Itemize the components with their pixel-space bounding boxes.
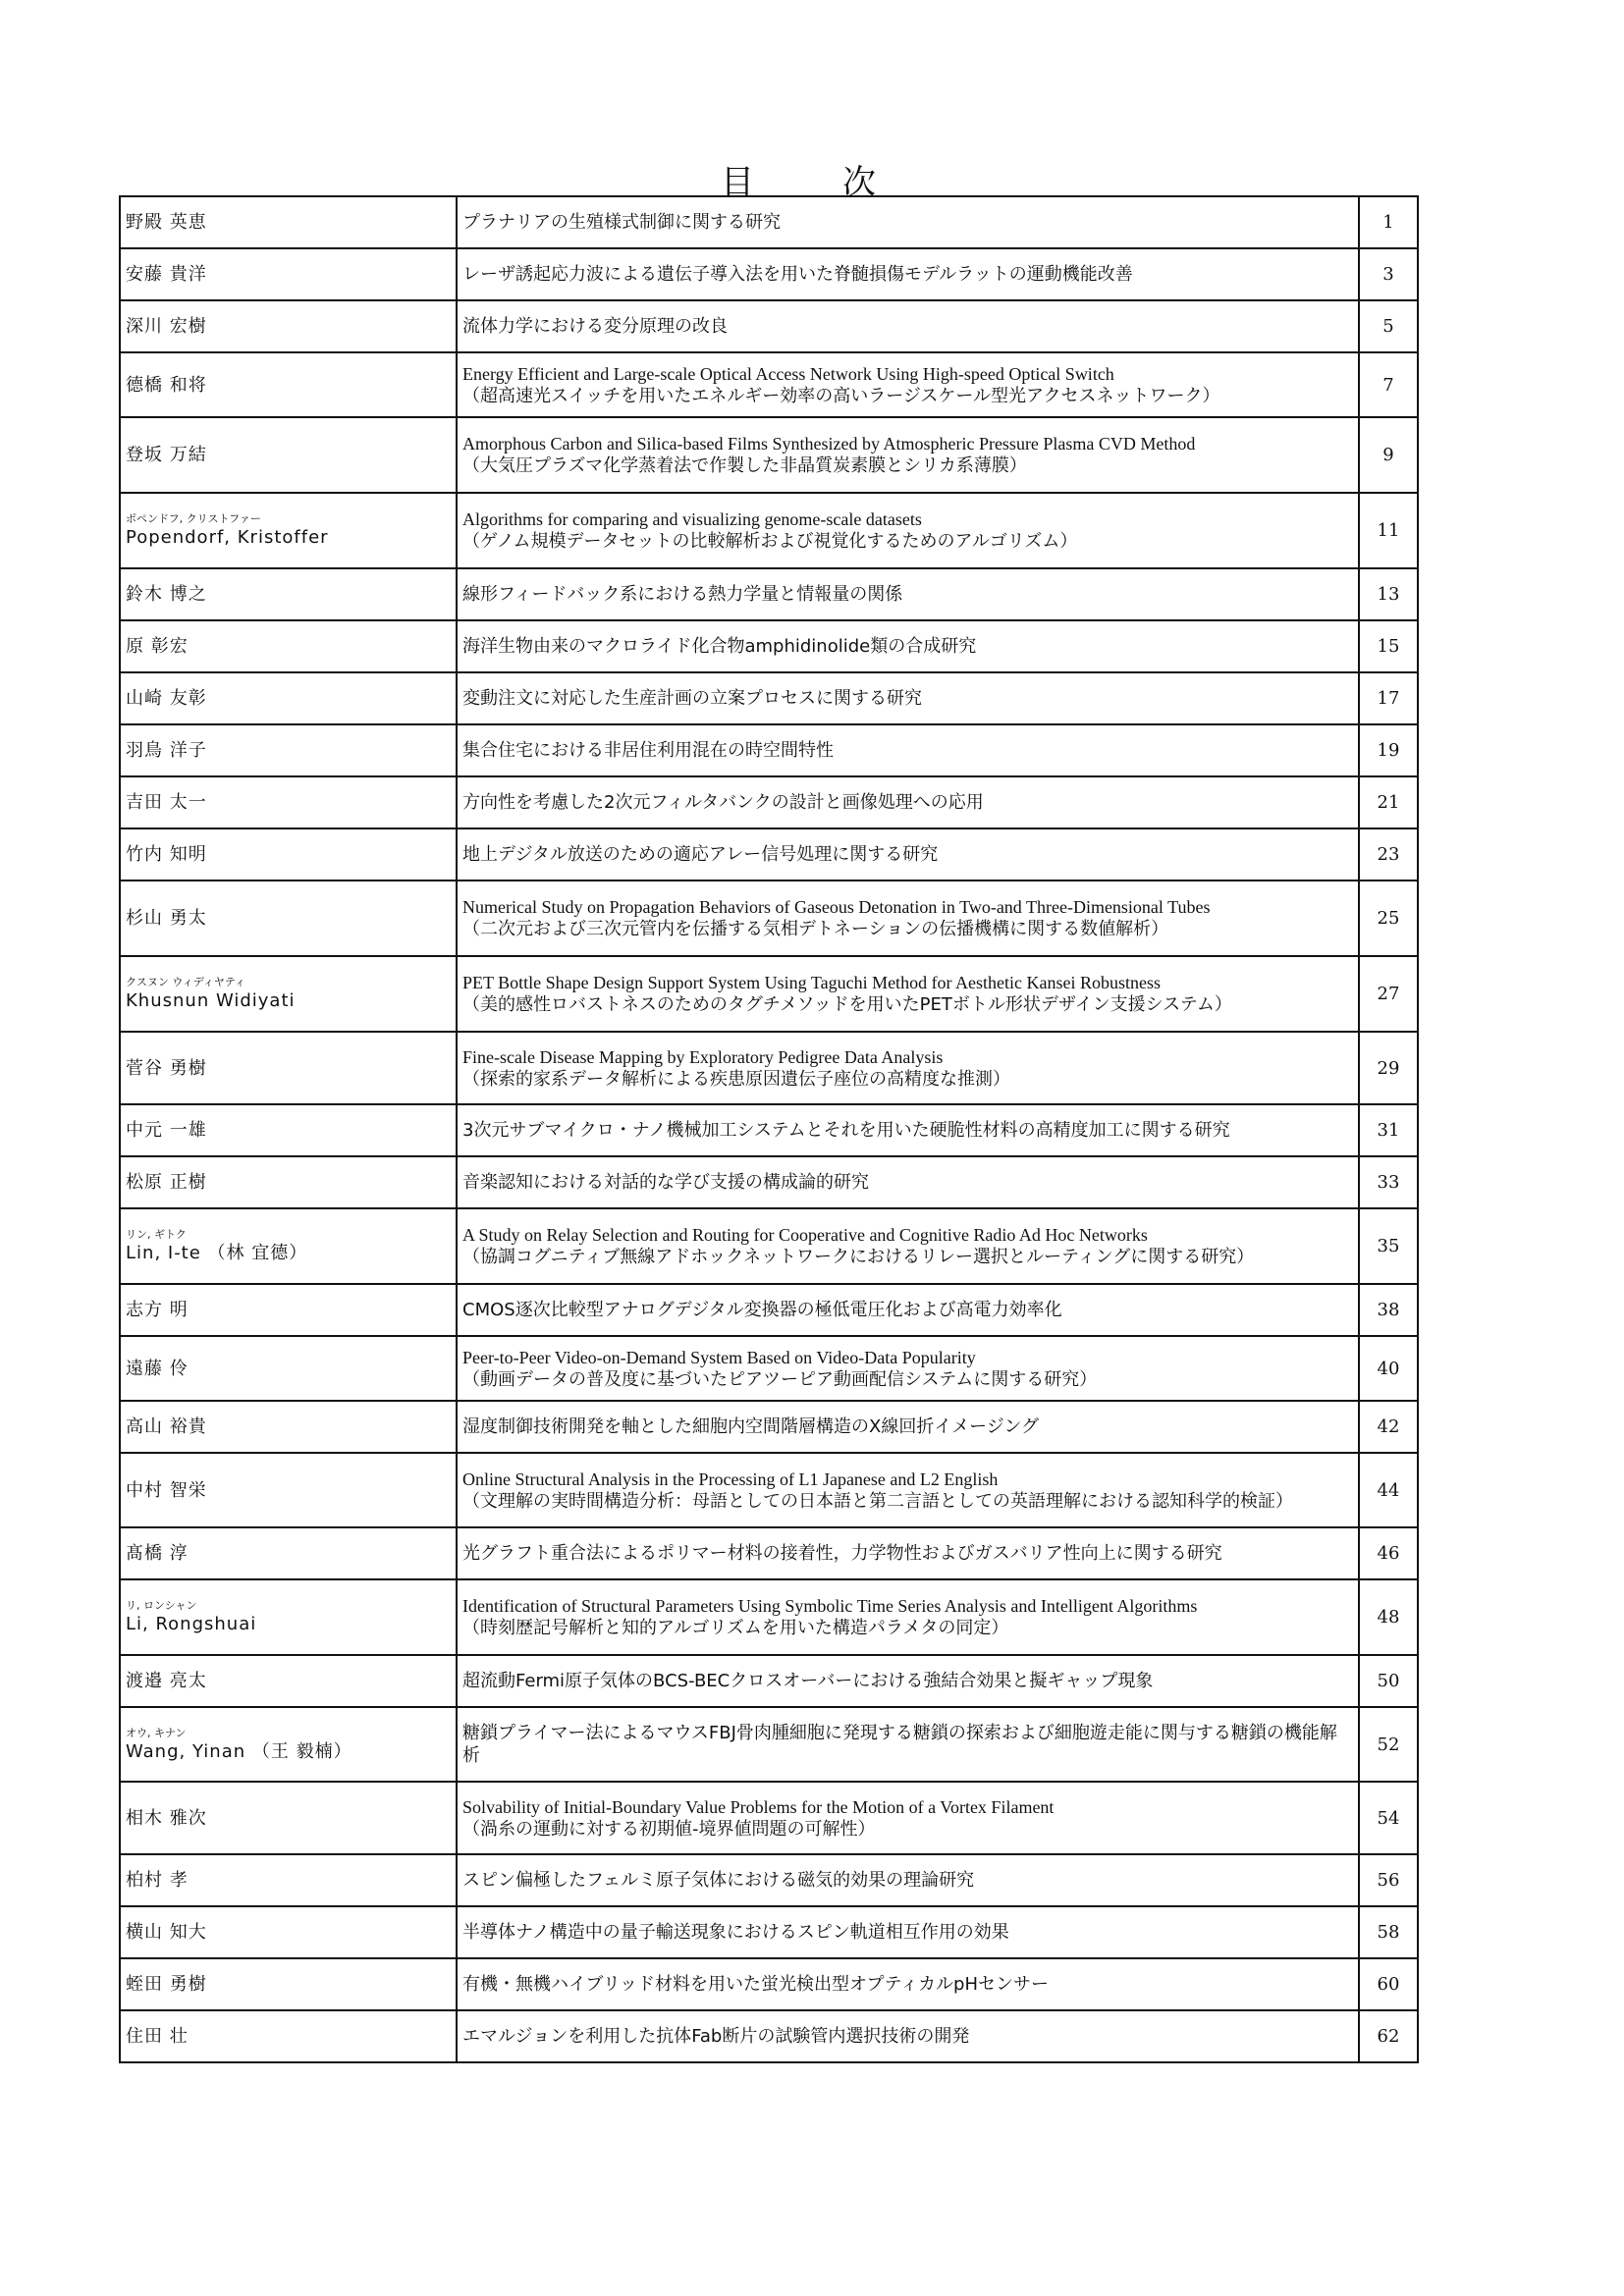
author-name-cell: [120, 1032, 457, 1104]
author-name: 蛭田 勇樹: [126, 1974, 207, 1995]
author-name: 鈴木 博之: [126, 584, 207, 605]
thesis-title-japanese: スピン偏極したフェルミ原子気体における磁気的効果の理論研究: [462, 1870, 975, 1891]
page-number: 7: [1359, 352, 1418, 417]
thesis-title-japanese: CMOS逐次比較型アナログデジタル変換器の極低電圧化および高電力効率化: [462, 1300, 1062, 1320]
toc-row: [120, 196, 1418, 248]
toc-row: [120, 1527, 1418, 1579]
page-number: 23: [1359, 828, 1418, 881]
thesis-title-cell: [457, 1854, 1359, 1906]
thesis-title-english: PET Bottle Shape Design Support System Using Taguchi Method for Aesthetic Kansei Robustness: [462, 973, 1162, 992]
author-name-cell: [120, 1208, 457, 1284]
author-name: Khusnun Widiyati: [126, 990, 296, 1011]
author-name-ruby: リ, ロンシャン: [126, 1599, 197, 1612]
page-number: 60: [1359, 1958, 1418, 2010]
author-name-cell: [120, 196, 457, 248]
toc-row: [120, 724, 1418, 776]
author-name-cell: [120, 2010, 457, 2062]
page-number: 3: [1359, 248, 1418, 300]
thesis-title-japanese: レーザ誘起応力波による遺伝子導入法を用いた脊髄損傷モデルラットの運動機能改善: [462, 264, 1133, 285]
toc-row: [120, 248, 1418, 300]
author-name: Popendorf, Kristoffer: [126, 527, 329, 548]
author-name: Lin, I-te （林 宜德）: [126, 1243, 308, 1263]
page-number: 42: [1359, 1401, 1418, 1453]
author-name: 野殿 英恵: [126, 212, 207, 233]
thesis-title-cell: [457, 1707, 1359, 1782]
thesis-title-japanese: （時刻歴記号解析と知的アルゴリズムを用いた構造パラメタの同定）: [462, 1618, 1009, 1638]
toc-row: [120, 1453, 1418, 1527]
thesis-title-japanese: （超高速光スイッチを用いたエネルギー効率の高いラージスケール型光アクセスネットワーク）: [462, 385, 1220, 406]
thesis-title-cell: [457, 493, 1359, 568]
author-name: 安藤 貴洋: [126, 264, 207, 285]
toc-row: [120, 1579, 1418, 1655]
author-name: 中村 智栄: [126, 1479, 207, 1501]
toc-row: [120, 300, 1418, 352]
page-number: 38: [1359, 1284, 1418, 1336]
toc-row: [120, 620, 1418, 672]
thesis-title-japanese: 音楽認知における対話的な学び支援の構成論的研究: [462, 1172, 869, 1193]
page-number: 52: [1359, 1707, 1418, 1782]
toc-table: [119, 195, 1419, 2063]
toc-row: [120, 417, 1418, 493]
toc-row: [120, 956, 1418, 1032]
thesis-title-cell: [457, 1208, 1359, 1284]
toc-row: [120, 1782, 1418, 1854]
author-name: 登坂 万結: [126, 445, 207, 465]
page-number: 33: [1359, 1156, 1418, 1208]
page-number: 44: [1359, 1453, 1418, 1527]
toc-row: [120, 1854, 1418, 1906]
author-name-cell: [120, 1336, 457, 1401]
author-name: 柏村 孝: [126, 1870, 189, 1891]
author-name: Li, Rongshuai: [126, 1614, 257, 1634]
thesis-title-cell: [457, 1782, 1359, 1854]
thesis-title-cell: [457, 1579, 1359, 1655]
author-name: 中元 一雄: [126, 1120, 207, 1141]
thesis-title-cell: [457, 724, 1359, 776]
author-name: 住田 壮: [126, 2026, 189, 2047]
toc-row: [120, 1707, 1418, 1782]
thesis-title-japanese: 3次元サブマイクロ・ナノ機械加工システムとそれを用いた硬脆性材料の高精度加工に関する研究: [462, 1120, 1230, 1141]
author-name: 深川 宏樹: [126, 316, 207, 337]
thesis-title-japanese: 超流動Fermi原子気体のBCS-BECクロスオーバーにおける強結合効果と擬ギャップ現象: [462, 1671, 1154, 1691]
author-name-cell: [120, 776, 457, 828]
toc-row: [120, 1208, 1418, 1284]
toc-row: [120, 1958, 1418, 2010]
author-name-cell: [120, 1579, 457, 1655]
toc-row: [120, 1655, 1418, 1707]
thesis-title-japanese: 糖鎖プライマー法によるマウスFBJ骨肉腫細胞に発現する糖鎖の探索および細胞遊走能に関与する糖鎖の機能解析: [462, 1723, 1337, 1766]
thesis-title-japanese: （探索的家系データ解析による疾患原因遺伝子座位の高精度な推測）: [462, 1068, 1010, 1090]
author-name-cell: [120, 724, 457, 776]
thesis-title-japanese: 海洋生物由来のマクロライド化合物amphidinolide類の合成研究: [462, 636, 977, 657]
page-number: 29: [1359, 1032, 1418, 1104]
page-number: 56: [1359, 1854, 1418, 1906]
author-name-cell: [120, 248, 457, 300]
author-name-cell: [120, 1453, 457, 1527]
thesis-title-english: Peer-to-Peer Video-on-Demand System Based on Video-Data Popularity: [462, 1347, 976, 1367]
toc-row: [120, 672, 1418, 724]
thesis-title-cell: [457, 2010, 1359, 2062]
page-number: 46: [1359, 1527, 1418, 1579]
author-name: 渡邉 亮太: [126, 1671, 207, 1691]
author-name: 遠藤 伶: [126, 1358, 189, 1379]
thesis-title-english: Online Structural Analysis in the Processing of L1 Japanese and L2 English: [462, 1468, 999, 1489]
author-name-cell: [120, 417, 457, 493]
thesis-title-japanese: エマルジョンを利用した抗体Fab断片の試験管内選択技術の開発: [462, 2026, 970, 2047]
thesis-title-english: Energy Efficient and Large-scale Optical Access Network Using High-speed Optical Switch: [462, 363, 1114, 384]
author-name: 原 彰宏: [126, 636, 189, 657]
thesis-title-cell: [457, 620, 1359, 672]
author-name-cell: [120, 1104, 457, 1156]
author-name-cell: [120, 493, 457, 568]
thesis-title-english: Amorphous Carbon and Silica-based Films Synthesized by Atmospheric Pressure Plasma CVD Method: [462, 434, 1196, 454]
author-name: 吉田 太一: [126, 792, 207, 813]
author-name-cell: [120, 956, 457, 1032]
author-name-cell: [120, 1707, 457, 1782]
thesis-title-english: Identification of Structural Parameters Using Symbolic Time Series Analysis and Intelligent Algorithms: [462, 1596, 1198, 1616]
author-name-cell: [120, 1958, 457, 2010]
thesis-title-english: Algorithms for comparing and visualizing genome-scale datasets: [462, 509, 922, 529]
author-name: 山崎 友彰: [126, 688, 207, 709]
page-number: 17: [1359, 672, 1418, 724]
author-name-cell: [120, 1401, 457, 1453]
thesis-title-cell: [457, 196, 1359, 248]
thesis-title-cell: [457, 1527, 1359, 1579]
author-name-ruby: リン, ギトク: [126, 1228, 187, 1241]
toc-row: [120, 1401, 1418, 1453]
author-name: 横山 知大: [126, 1922, 207, 1943]
author-name: Wang, Yinan （王 毅楠）: [126, 1740, 352, 1762]
thesis-title-cell: [457, 956, 1359, 1032]
thesis-title-japanese: 線形フィードバック系における熱力学量と情報量の関係: [462, 584, 903, 605]
thesis-title-japanese: （美的感性ロバストネスのためのタグチメソッドを用いたPETボトル形状デザイン支援システム）: [462, 994, 1232, 1015]
author-name-cell: [120, 828, 457, 881]
thesis-title-cell: [457, 300, 1359, 352]
thesis-title-cell: [457, 776, 1359, 828]
author-name: 松原 正樹: [126, 1172, 207, 1193]
toc-row: [120, 1284, 1418, 1336]
thesis-title-cell: [457, 1156, 1359, 1208]
page-number: 1: [1359, 196, 1418, 248]
toc-row: [120, 1104, 1418, 1156]
toc-row: [120, 1032, 1418, 1104]
thesis-title-japanese: 有機・無機ハイブリッド材料を用いた蛍光検出型オプティカルpHセンサー: [462, 1974, 1049, 1995]
author-name: 相木 雅次: [126, 1807, 207, 1829]
thesis-title-cell: [457, 1906, 1359, 1958]
author-name: 菅谷 勇樹: [126, 1057, 207, 1079]
toc-row: [120, 2010, 1418, 2062]
thesis-title-japanese: 半導体ナノ構造中の量子輸送現象におけるスピン軌道相互作用の効果: [462, 1922, 1009, 1943]
thesis-title-english: A Study on Relay Selection and Routing for Cooperative and Cognitive Radio Ad Hoc Networks: [462, 1225, 1148, 1245]
author-name: 髙橋 淳: [126, 1543, 189, 1564]
page-number: 25: [1359, 881, 1418, 956]
thesis-title-cell: [457, 1032, 1359, 1104]
thesis-title-english: Numerical Study on Propagation Behaviors of Gaseous Detonation in Two-and Three-Dimensional Tubes: [462, 897, 1211, 917]
thesis-title-cell: [457, 881, 1359, 956]
author-name-cell: [120, 352, 457, 417]
author-name-cell: [120, 1782, 457, 1854]
thesis-title-japanese: 変動注文に対応した生産計画の立案プロセスに関する研究: [462, 688, 922, 709]
thesis-title-cell: [457, 1336, 1359, 1401]
thesis-title-cell: [457, 1453, 1359, 1527]
page-number: 48: [1359, 1579, 1418, 1655]
thesis-title-cell: [457, 1284, 1359, 1336]
page-number: 13: [1359, 568, 1418, 620]
thesis-title-japanese: 光グラフト重合法によるポリマー材料の接着性，力学物性およびガスバリア性向上に関する研究: [462, 1543, 1222, 1564]
toc-row: [120, 568, 1418, 620]
page-number: 21: [1359, 776, 1418, 828]
thesis-title-japanese: 湿度制御技術開発を軸とした細胞内空間階層構造のX線回折イメージング: [462, 1416, 1039, 1437]
thesis-title-cell: [457, 352, 1359, 417]
author-name-cell: [120, 881, 457, 956]
page-number: 50: [1359, 1655, 1418, 1707]
thesis-title-cell: [457, 1104, 1359, 1156]
page-number: 62: [1359, 2010, 1418, 2062]
thesis-title-cell: [457, 672, 1359, 724]
toc-row: [120, 1906, 1418, 1958]
thesis-title-cell: [457, 828, 1359, 881]
thesis-title-japanese: プラナリアの生殖様式制御に関する研究: [462, 212, 781, 233]
author-name-ruby: ポペンドフ, クリストファー: [126, 512, 261, 525]
author-name-cell: [120, 672, 457, 724]
thesis-title-cell: [457, 568, 1359, 620]
author-name-cell: [120, 1284, 457, 1336]
author-name-ruby: オウ, キナン: [126, 1726, 187, 1739]
page-number: 15: [1359, 620, 1418, 672]
page-title: 目 次: [721, 163, 903, 202]
author-name-cell: [120, 1655, 457, 1707]
toc-row: [120, 828, 1418, 881]
toc-row: [120, 352, 1418, 417]
toc-row: [120, 493, 1418, 568]
author-name-cell: [120, 568, 457, 620]
author-name-cell: [120, 1156, 457, 1208]
author-name: 羽鳥 洋子: [126, 740, 207, 761]
author-name: 高山 裕貴: [126, 1416, 207, 1437]
author-name: 德橋 和将: [126, 374, 207, 396]
author-name-cell: [120, 1854, 457, 1906]
thesis-title-cell: [457, 248, 1359, 300]
thesis-title-japanese: 地上デジタル放送のための適応アレー信号処理に関する研究: [462, 844, 939, 865]
thesis-title-japanese: （渦糸の運動に対する初期値-境界値問題の可解性）: [462, 1818, 876, 1840]
thesis-title-japanese: （協調コグニティブ無線アドホックネットワークにおけるリレー選択とルーティングに関する研究）: [462, 1247, 1255, 1267]
author-name-cell: [120, 300, 457, 352]
page-number: 58: [1359, 1906, 1418, 1958]
author-name-ruby: クスヌン ウィディヤティ: [126, 976, 245, 988]
page-number: 40: [1359, 1336, 1418, 1401]
page-number: 31: [1359, 1104, 1418, 1156]
toc-row: [120, 1156, 1418, 1208]
toc-row: [120, 1336, 1418, 1401]
author-name-cell: [120, 1906, 457, 1958]
thesis-title-japanese: （動画データの普及度に基づいたピアツーピア動画配信システムに関する研究）: [462, 1368, 1098, 1390]
thesis-title-english: Solvability of Initial-Boundary Value Problems for the Motion of a Vortex Filament: [462, 1796, 1055, 1817]
page-number: 19: [1359, 724, 1418, 776]
author-name-cell: [120, 1527, 457, 1579]
thesis-title-english: Fine-scale Disease Mapping by Exploratory Pedigree Data Analysis: [462, 1046, 944, 1067]
thesis-title-japanese: （大気圧プラズマ化学蒸着法で作製した非晶質炭素膜とシリカ系薄膜）: [462, 455, 1027, 476]
page-number: 5: [1359, 300, 1418, 352]
author-name-cell: [120, 620, 457, 672]
thesis-title-cell: [457, 1655, 1359, 1707]
thesis-title-japanese: （文理解の実時間構造分析：母語としての日本語と第二言語としての英語理解における認知科学的検証）: [462, 1490, 1293, 1512]
page-number: 11: [1359, 493, 1418, 568]
thesis-title-cell: [457, 1401, 1359, 1453]
page-number: 35: [1359, 1208, 1418, 1284]
author-name: 竹内 知明: [126, 844, 207, 865]
author-name: 杉山 勇太: [126, 908, 207, 929]
thesis-title-japanese: 集合住宅における非居住利用混在の時空間特性: [462, 740, 834, 761]
toc-row: [120, 881, 1418, 956]
thesis-title-japanese: （二次元および三次元管内を伝播する気相デトネーションの伝播機構に関する数値解析）: [462, 919, 1169, 939]
toc-row: [120, 776, 1418, 828]
thesis-title-japanese: 流体力学における変分原理の改良: [462, 316, 728, 337]
thesis-title-japanese: 方向性を考慮した2次元フィルタバンクの設計と画像処理への応用: [462, 792, 984, 813]
page-number: 9: [1359, 417, 1418, 493]
page-number: 27: [1359, 956, 1418, 1032]
thesis-title-cell: [457, 417, 1359, 493]
author-name: 志方 明: [126, 1300, 189, 1320]
page-number: 54: [1359, 1782, 1418, 1854]
thesis-title-cell: [457, 1958, 1359, 2010]
thesis-title-japanese: （ゲノム規模データセットの比較解析および視覚化するためのアルゴリズム）: [462, 531, 1078, 552]
